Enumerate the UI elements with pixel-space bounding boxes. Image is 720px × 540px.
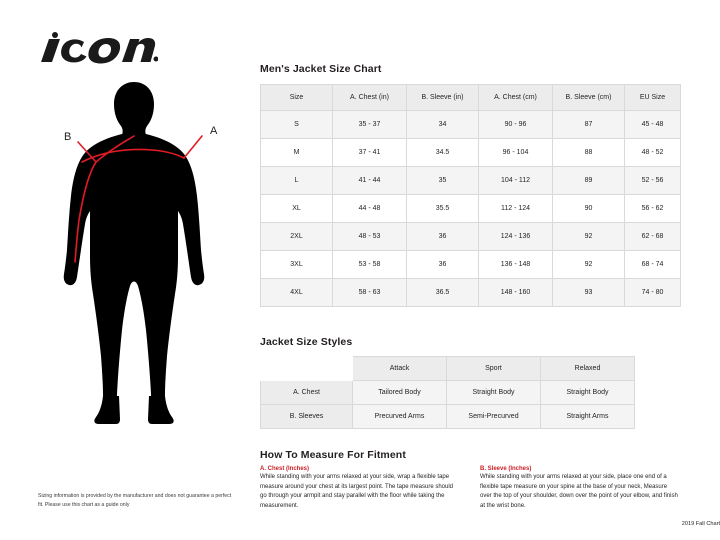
styles-cell-sport: Straight Body <box>447 381 541 405</box>
right-panel <box>258 0 720 540</box>
styles-header-relaxed: Relaxed <box>541 357 635 381</box>
jacket-size-styles-table <box>260 356 635 429</box>
styles-cell-sport: Semi-Precurved <box>447 405 541 429</box>
measure-heading-sleeve: B. Sleeve (Inches) <box>480 466 532 472</box>
cell-sleeve-cm: 87 <box>553 111 625 139</box>
cell-eu-size: 62 - 68 <box>625 223 681 251</box>
styles-cell-relaxed: Straight Body <box>541 381 635 405</box>
table-row <box>261 251 681 279</box>
column-header-eu-size: EU Size <box>625 85 681 111</box>
cell-chest-in: 35 - 37 <box>333 111 407 139</box>
cell-size: 2XL <box>261 223 333 251</box>
cell-sleeve-in: 35.5 <box>407 195 479 223</box>
styles-header-sport: Sport <box>447 357 541 381</box>
cell-size: S <box>261 111 333 139</box>
table-header-row <box>261 357 635 381</box>
cell-chest-cm: 148 - 160 <box>479 279 553 307</box>
how-to-measure-columns <box>260 466 696 512</box>
cell-chest-in: 53 - 58 <box>333 251 407 279</box>
measure-body-chest: While standing with your arms relaxed at your side, wrap a flexible tape measure around your chest at its largest point. The tape measure should go through your armpit and stay parallel with the floor while taking the measurement. <box>260 474 453 510</box>
icon-brand-logo <box>38 32 158 66</box>
cell-sleeve-cm: 92 <box>553 251 625 279</box>
styles-cell-attack: Precurved Arms <box>353 405 447 429</box>
cell-size: L <box>261 167 333 195</box>
styles-row-label-sleeves: B. Sleeves <box>261 405 353 429</box>
cell-sleeve-in: 36 <box>407 223 479 251</box>
cell-eu-size: 74 - 80 <box>625 279 681 307</box>
table-row <box>261 405 635 429</box>
cell-sleeve-cm: 88 <box>553 139 625 167</box>
column-header-chest-cm: A. Chest (cm) <box>479 85 553 111</box>
measure-column-sleeve <box>480 466 680 512</box>
styles-header-attack: Attack <box>353 357 447 381</box>
cell-eu-size: 56 - 62 <box>625 195 681 223</box>
figure-label-a: A <box>210 125 218 137</box>
column-header-sleeve-cm: B. Sleeve (cm) <box>553 85 625 111</box>
cell-chest-in: 41 - 44 <box>333 167 407 195</box>
cell-sleeve-cm: 90 <box>553 195 625 223</box>
left-panel <box>0 0 252 540</box>
male-body-figure <box>34 74 234 434</box>
styles-cell-attack: Tailored Body <box>353 381 447 405</box>
measure-heading-chest: A. Chest (Inches) <box>260 466 310 472</box>
cell-chest-in: 58 - 63 <box>333 279 407 307</box>
cell-chest-in: 44 - 48 <box>333 195 407 223</box>
cell-sleeve-in: 34 <box>407 111 479 139</box>
size-chart-table <box>260 84 681 307</box>
cell-sleeve-in: 35 <box>407 167 479 195</box>
table-row <box>261 279 681 307</box>
table-row <box>261 381 635 405</box>
cell-sleeve-cm: 89 <box>553 167 625 195</box>
measure-body-sleeve: While standing with your arms relaxed at your side, place one end of a flexible tape measure on your spine at the base of your neck, Measure over the top of your shoulder, down over the point of your elbow, and finish at the wrist bone. <box>480 474 678 510</box>
cell-sleeve-cm: 93 <box>553 279 625 307</box>
cell-chest-cm: 124 - 136 <box>479 223 553 251</box>
size-chart-title: Men's Jacket Size Chart <box>260 63 382 75</box>
cell-eu-size: 68 - 74 <box>625 251 681 279</box>
table-row <box>261 139 681 167</box>
cell-chest-in: 48 - 53 <box>333 223 407 251</box>
styles-corner-cell <box>261 357 353 381</box>
table-row <box>261 195 681 223</box>
table-header-row <box>261 85 681 111</box>
cell-eu-size: 52 - 56 <box>625 167 681 195</box>
styles-cell-relaxed: Straight Arms <box>541 405 635 429</box>
cell-sleeve-in: 36 <box>407 251 479 279</box>
cell-chest-cm: 136 - 148 <box>479 251 553 279</box>
cell-size: M <box>261 139 333 167</box>
fall-chart-label: 2019 Fall Chart <box>681 521 720 527</box>
cell-eu-size: 45 - 48 <box>625 111 681 139</box>
figure-label-b: B <box>64 131 72 143</box>
cell-sleeve-in: 34.5 <box>407 139 479 167</box>
cell-chest-cm: 104 - 112 <box>479 167 553 195</box>
cell-chest-cm: 96 - 104 <box>479 139 553 167</box>
cell-size: 3XL <box>261 251 333 279</box>
jacket-size-styles-title: Jacket Size Styles <box>260 336 353 348</box>
styles-row-label-chest: A. Chest <box>261 381 353 405</box>
how-to-measure-title: How To Measure For Fitment <box>260 449 406 461</box>
cell-size: 4XL <box>261 279 333 307</box>
cell-size: XL <box>261 195 333 223</box>
disclaimer-text: Sizing information is provided by the manufacturer and does not guarantee a perfect fit. Please use this chart as a guide only <box>38 493 232 509</box>
cell-chest-cm: 112 - 124 <box>479 195 553 223</box>
column-header-chest-in: A. Chest (in) <box>333 85 407 111</box>
table-row <box>261 167 681 195</box>
cell-eu-size: 48 - 52 <box>625 139 681 167</box>
measure-column-chest <box>260 466 460 512</box>
table-row <box>261 111 681 139</box>
cell-sleeve-cm: 92 <box>553 223 625 251</box>
column-header-sleeve-in: B. Sleeve (in) <box>407 85 479 111</box>
column-header-size: Size <box>261 85 333 111</box>
cell-chest-cm: 90 - 96 <box>479 111 553 139</box>
cell-sleeve-in: 36.5 <box>407 279 479 307</box>
table-row <box>261 223 681 251</box>
cell-chest-in: 37 - 41 <box>333 139 407 167</box>
